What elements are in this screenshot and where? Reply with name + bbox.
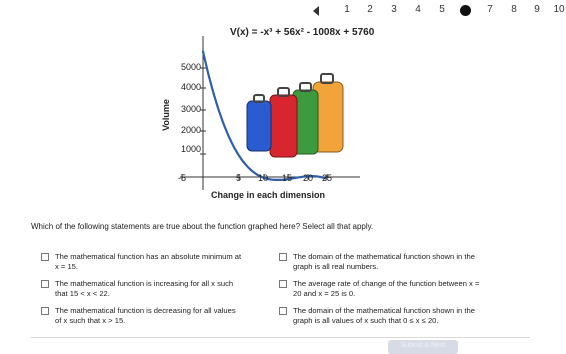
option-line: of x such that x > 15. xyxy=(55,316,126,325)
option-line: The mathematical function has an absolute minimum at xyxy=(55,252,242,261)
previous-arrow-icon[interactable] xyxy=(313,6,319,16)
question-number[interactable]: 9 xyxy=(534,4,540,15)
luggage-illustration xyxy=(247,74,343,157)
option-line: The average rate of change of the function between x = xyxy=(293,279,480,288)
option-line: The mathematical function is decreasing for all values xyxy=(55,306,236,315)
checkbox[interactable] xyxy=(279,307,287,315)
option-text xyxy=(55,252,241,272)
option-line: graph is all real numbers. xyxy=(293,262,379,271)
checkbox[interactable] xyxy=(41,307,49,315)
option-line: that 15 < x < 22. xyxy=(55,289,110,298)
option-line: The domain of the mathematical function shown in the xyxy=(293,252,475,261)
function-label: V(x) = -x³ + 56x² - 1008x + 5760 xyxy=(230,27,375,38)
option-text xyxy=(55,306,236,326)
y-axis-title: Volume xyxy=(160,99,171,131)
question-number[interactable]: 7 xyxy=(487,4,493,15)
question-number-current[interactable]: 6 xyxy=(460,5,471,16)
y-tick-label: 4000 xyxy=(181,82,202,92)
checkbox[interactable] xyxy=(279,280,287,288)
graph-canvas xyxy=(160,30,400,210)
checkbox[interactable] xyxy=(41,280,49,288)
submit-next-button[interactable]: Submit & Next xyxy=(388,340,458,354)
option-text xyxy=(55,279,233,299)
x-axis-title: Change in each dimension xyxy=(211,190,326,200)
divider xyxy=(31,337,530,338)
question-prompt: Which of the following statements are true about the function graphed here? Select all that apply. xyxy=(31,222,374,231)
option-text xyxy=(293,279,479,299)
function-graph xyxy=(160,27,400,210)
checkbox[interactable] xyxy=(279,253,287,261)
option-text xyxy=(293,252,475,272)
question-navigation xyxy=(300,3,565,21)
x-tick-label: 25 xyxy=(322,173,333,183)
x-tick-label: 10 xyxy=(258,173,269,183)
question-number[interactable]: 1 xyxy=(344,4,350,15)
option-line: The mathematical function is increasing for all x such xyxy=(55,279,234,288)
y-tick-label: 2000 xyxy=(181,125,202,135)
checkbox[interactable] xyxy=(41,253,49,261)
question-number[interactable]: 5 xyxy=(439,4,445,15)
question-number[interactable]: 8 xyxy=(511,4,517,15)
y-tick-label: 3000 xyxy=(181,104,202,114)
question-number[interactable]: 2 xyxy=(367,4,373,15)
question-number[interactable]: 4 xyxy=(415,4,421,15)
option-line: x = 15. xyxy=(55,262,79,271)
y-tick-label: 1000 xyxy=(181,144,202,154)
x-tick-label: 20 xyxy=(303,173,314,183)
option-line: 20 and x = 25 is 0. xyxy=(293,289,356,298)
x-tick-label: -5 xyxy=(178,173,187,183)
option-line: The domain of the mathematical function shown in the xyxy=(293,306,475,315)
question-number[interactable]: 3 xyxy=(391,4,397,15)
question-number[interactable]: 10 xyxy=(553,4,565,15)
option-line: graph is all values of x such that 0 ≤ x ≤ 20. xyxy=(293,316,439,325)
y-tick-label: 5000 xyxy=(181,62,202,72)
x-tick-label: 5 xyxy=(236,173,242,183)
x-tick-label: 15 xyxy=(282,173,293,183)
option-text xyxy=(293,306,475,326)
